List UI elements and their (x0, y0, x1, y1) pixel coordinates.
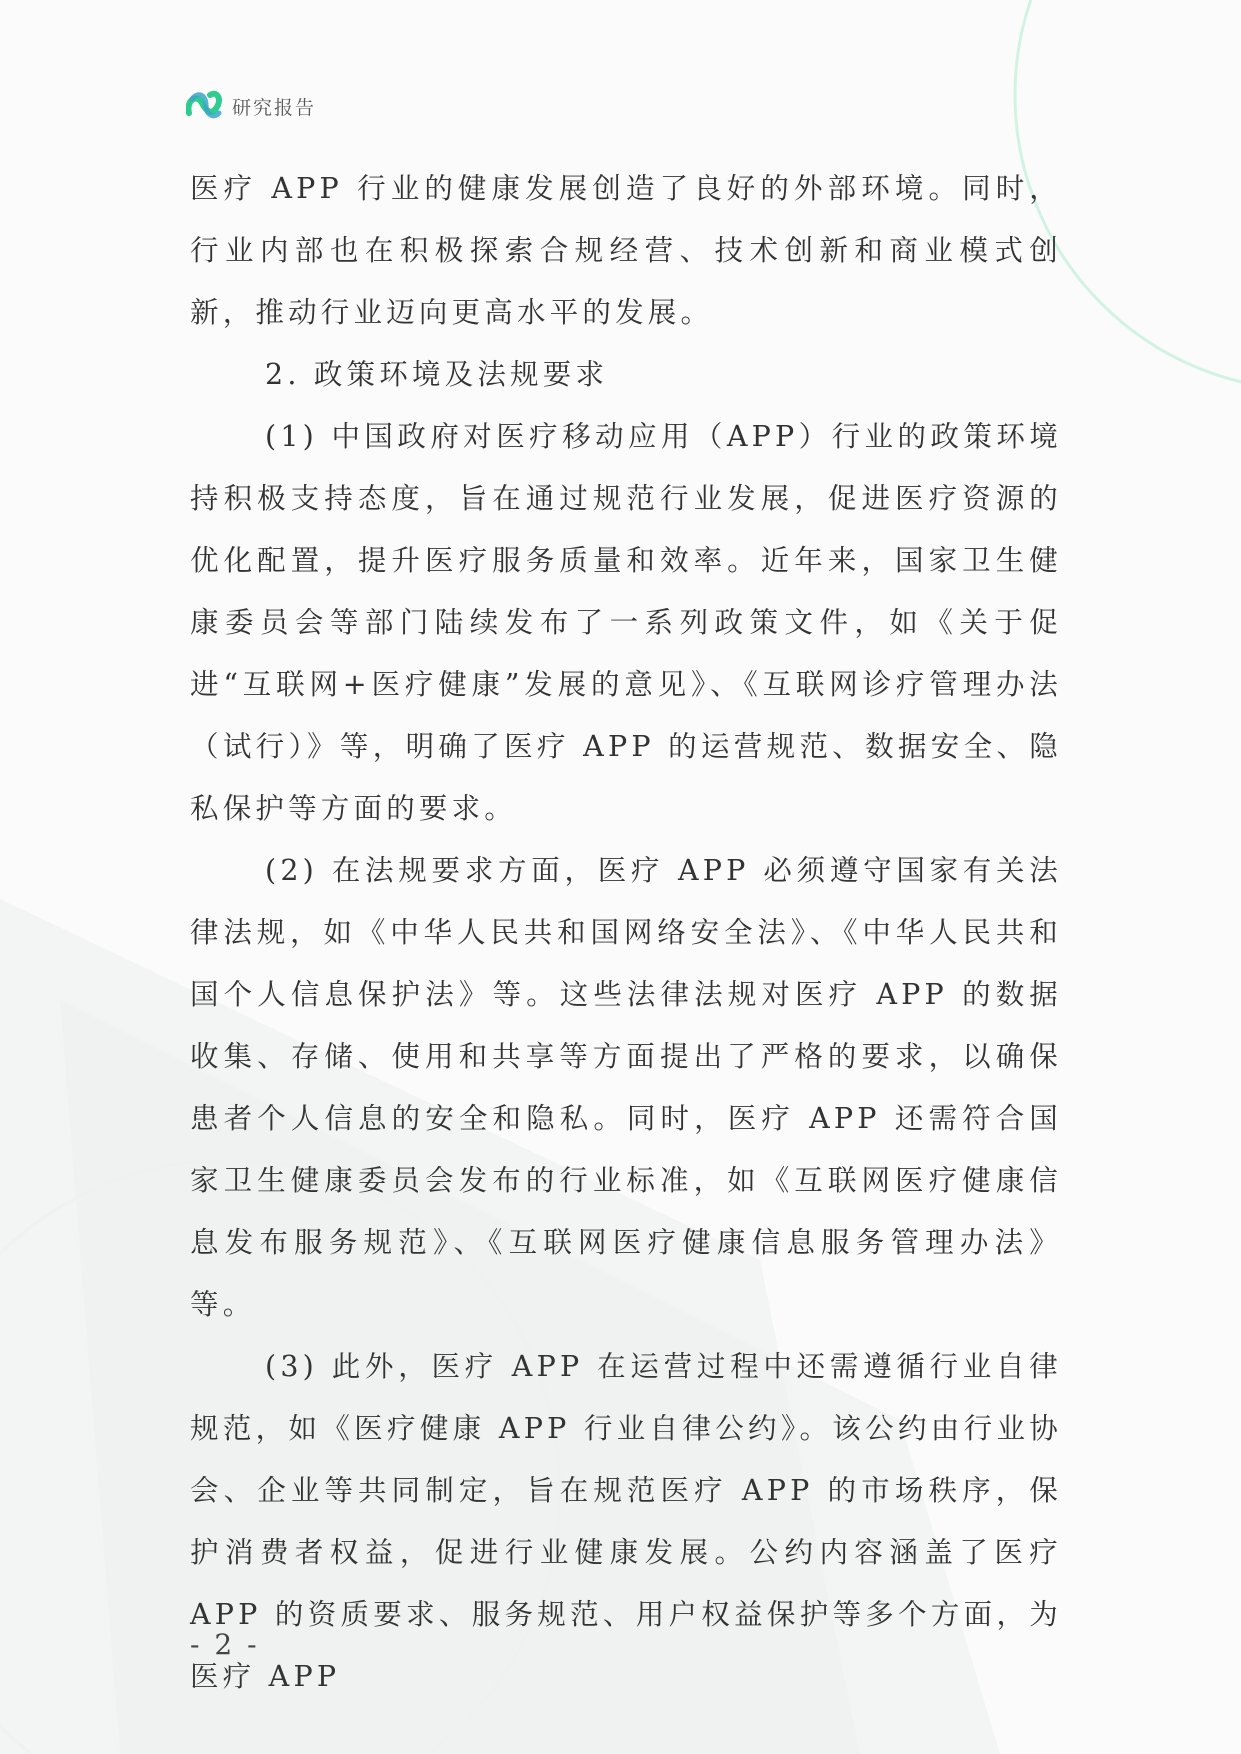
header-title: 研究报告 (232, 96, 317, 119)
logo-icon (186, 89, 222, 123)
section-heading: 2. 政策环境及法规要求 (265, 358, 609, 391)
paragraph-regulatory-requirements: (2) 在法规要求方面，医疗 APP 必须遵守国家有关法律法规，如《中华人民共和国网络安全法》、《中华人民共和国个人信息保护法》等。这些法律法规对医疗 APP 的数据收集、存储、使用和共享等方面提出了严格的要求，以确保患者个人信息的安全和隐私。同时，医疗 APP 还需符合国家卫生健康委员会发布的行业标准，如《互联网医疗健康信息发布服务规范》、《互联网医疗健康信息服务管理办法》等。 (190, 854, 1062, 1321)
page-number: - 2 - (190, 1628, 260, 1661)
paragraph-continuation: 医疗 APP 行业的健康发展创造了良好的外部环境。同时，行业内部也在积极探索合规经营、技术创新和商业模式创新，推动行业迈向更高水平的发展。 (190, 172, 1062, 329)
page-header (186, 88, 316, 124)
paragraph-industry-self-regulation: (3) 此外，医疗 APP 在运营过程中还需遵循行业自律规范，如《医疗健康 APP 行业自律公约》。该公约由行业协会、企业等共同制定，旨在规范医疗 APP 的市场秩序，保护消费者权益，促进行业健康发展。公约内容涵盖了医疗 APP 的资质要求、服务规范、用户权益保护等多个方面，为医疗 APP (190, 1350, 1062, 1693)
paragraph-policy-environment: (1) 中国政府对医疗移动应用（APP）行业的政策环境持积极支持态度，旨在通过规范行业发展，促进医疗资源的优化配置，提升医疗服务质量和效率。近年来，国家卫生健康委员会等部门陆续发布了一系列政策文件，如《关于促进“互联网+医疗健康”发展的意见》、《互联网诊疗管理办法（试行）》等，明确了医疗 APP 的运营规范、数据安全、隐私保护等方面的要求。 (190, 420, 1062, 825)
document-body (190, 158, 1062, 1708)
